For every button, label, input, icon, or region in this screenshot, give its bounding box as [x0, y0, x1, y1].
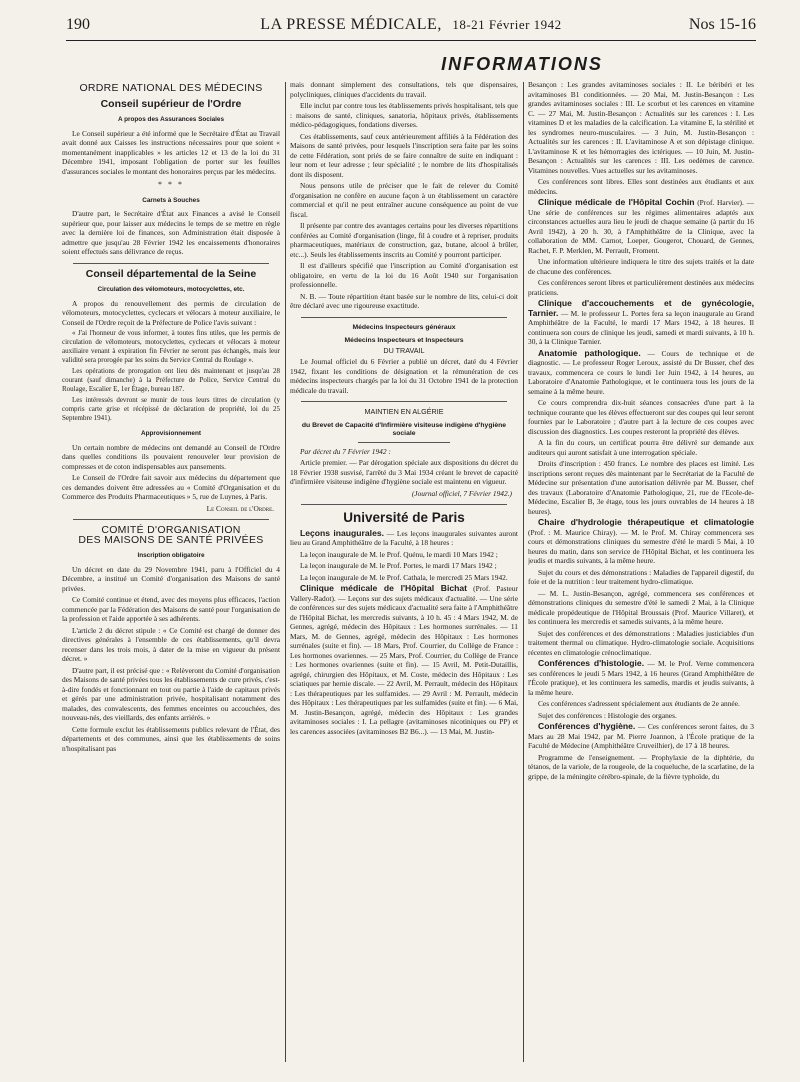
column-2: [290, 80, 518, 1062]
circulation-quote-2: Les opérations de prorogation ont lieu dès maintenant et jusqu'au 28 courant (sauf dimanche) à la Préfecture de Police, Service Central du Roulage, Escalier E, 1er Étage, bureau 187.: [62, 367, 280, 393]
comite-continued-6: Il est d'ailleurs spécifié que l'inscription au Comité d'organisation est obligatoire, en vertu de la loi du 16 Août 1940 sur l'organisation professionnelle.: [290, 261, 518, 289]
page-header: [66, 16, 756, 38]
assurances-text: Le Conseil supérieur a été informé que le Secrétaire d'État au Travail avait donné aux Caisses les instructions nécessaires pour que soient « momentanément inapplicables » les articles 12 et 13 de la loi du 31 Décembre 1941, imposant l'obligation de porter sur les feuilles d'assurances sociales le montant des honoraires perçus par les médecins.: [62, 128, 280, 176]
circulation-title: Circulation des vélomoteurs, motocyclettes, etc.: [97, 286, 245, 293]
signature: Le Conseil de l'Ordre.: [206, 503, 274, 513]
comite-paragraph-2: Ce Comité continue et étend, avec des moyens plus efficaces, l'action commencée par la Fédération des Maisons de santé pour l'organisation de la profession et l'aide apportée à ses adhérents.: [62, 595, 280, 623]
column-3: [528, 80, 754, 1062]
bichat-text: (Prof. Pasteur Vallery-Radot). — Leçons sur des sujets médicaux d'actualité. — Une série de conférences sur des sujets médicaux d'actualité sera faite à l'Amphithéâtre de l'Hôpital Bichat, les mercredis suivants, à 10 h. 45 : 4 Mars 1942, M. de Gennes, agrégé, médecin des Hôpitaux : Les hormones surrénales. — 11 Mars, M. de Gennes, agrégé, médecin des Hôpitaux : Les hormones surrénales (suite et fin). — 18 Mars, Prof. Courrier, du Collège de France : Les hormones ovariennes. — 25 Mars, Prof. Courrier, du Collège de France : Les hormones ovariennes (suite et fin). — 15 Avril, M. Petit-Dutaillis, agrégé, chirurgien des Hôpitaux, et M. Coste, médecin des Hôpitaux : Les sciatiques par hernie discale. — 22 Avril, M. Perrault, médecin des Hôpitaux : Les thérapeutiques par les sulfamides. — 29 Avril : M. Perrault, médecin des Hôpitaux : Les thérapeutiques par les sulfamides (suite et fin). — 6 Mai, M. Justin-Besançon, agrégé, médecin des Hôpitaux : Les grandes avitaminoses sociales : I. La pellagre (avitaminoses nicotiniques ou PP) et les carences associées (avitaminoses B2 B6...). — 13 Mai, M. Justin-: [290, 584, 518, 736]
comite-title-2: DES MAISONS DE SANTÉ PRIVÉES: [78, 533, 264, 546]
hygiene-text: — Ces conférences seront faites, du 3 Mars au 28 Mai 1942, par M. Pierre Joannon, à l'École pratique de la Faculté de Médecine (Amphithéâtre Cruveilhier), de 17 à 18 heures.: [528, 722, 754, 750]
conseil-superieur-title: Conseil supérieur de l'Ordre: [100, 97, 242, 110]
hydrologie-text-3: — M. L. Justin-Besançon, agrégé, commencera ses conférences et démonstrations cliniques du semestre d'été le samedi 2 Mai, à la Clinique médicale propédeutique de l'Hôpital Broussais (Prof. Maurice Villaret), et les continuera les mercredis et samedis suivants, à la même heure.: [528, 588, 754, 626]
inspecteurs-title-3: DU TRAVAIL: [383, 345, 425, 355]
lecons-item-2: La leçon inaugurale de M. le Prof. Portes, le mardi 17 Mars 1942 ;: [300, 561, 497, 570]
journal-name: LA PRESSE MÉDICALE,: [260, 16, 442, 33]
issue-number: Nos 15-16: [688, 16, 756, 33]
circulation-quote-1: « J'ai l'honneur de vous informer, à toutes fins utiles, que les permis de circulation de vélomoteurs, motocyclettes, cyclecars et vélocars à moteur auxiliaire venant à expiration fin Février ne seront pas échangés, mais leur validité sera prorogée par les soins du Service Central du Roulage ».: [62, 329, 280, 364]
ordre-title: ORDRE NATIONAL DES MÉDECINS: [79, 82, 263, 94]
inspecteurs-title-1: Médecins Inspecteurs généraux: [352, 323, 456, 331]
algerie-text: Article premier. — Par dérogation spéciale aux dispositions du décret du 18 Février 1938 susvisé, l'arrêté du 3 Mai 1934 créant le brevet de capacité d'infirmière visiteuse indigène d'hygiène sociale est maintenu en vigueur.: [290, 458, 518, 486]
conseil-departemental-title: Conseil départemental de la Seine: [85, 267, 257, 280]
histologie-text: — M. le Prof. Verne commencera ses conférences le jeudi 5 Mars 1942, à 16 heures (Grand Amphithéâtre de l'École pratique), et les continuera les samedis, mardis et jeudis suivants, à la même heure.: [528, 659, 754, 697]
circulation-quote-3: Les intéressés devront se munir de tous leurs titres de circulation (y compris carte grise et récépissé de déclaration de propriété, loi du 25 Septembre 1941).: [62, 396, 280, 422]
histologie-heading: Conférences d'histologie.: [538, 658, 645, 668]
lecons-heading: Leçons inaugurales.: [300, 527, 385, 538]
anapath-text-2: Ce cours comprendra dix-huit séances consacrées d'une part à la technique courante que les élèves effectueront sur des coupes qui leur seront fournies par le Laboratoire ; d'autre part à la lecture de ces coupes avec discussion des diagnostics. Les coupes resteront la propriété des élèves.: [528, 398, 754, 436]
algerie-title-2: du Brevet de Capacité d'Infirmière visiteuse indigène d'hygiène sociale: [301, 421, 507, 437]
comite-paragraph-4: D'autre part, il est précisé que : « Relèveront du Comité d'organisation des Maisons de santé privées tous les établissements de cure privés, c'est-à-dire fondés et fonctionnant en tout ou partie à l'aide de capitaux privés et gérés par une administration privée, hospitalisant notamment des malades, des convalescents, des femmes enceintes ou accouchées, des nouveau-nés, des vieillards, des enfants arriérés. »: [62, 665, 280, 722]
hydrologie-text-4: Sujet des conférences et des démonstrations : Maladies justiciables d'un traitement thermal ou climatique. Hydro-climatologie sociale. Acquisitions récentes en climatologie crénoclimatique.: [528, 628, 754, 657]
separator: [301, 317, 506, 318]
histologie-text-3: Sujet des conférences : Histologie des organes.: [538, 710, 677, 720]
stars-separator: * * *: [158, 180, 184, 189]
comite-continued-4: Nous pensons utile de préciser que le fait de relever du Comité d'organisation ne confère en aucune façon à un établissement un caractère commercial et qu'il ne peut entraîner aucune conséquence au point de vue fiscal.: [290, 181, 518, 219]
hygiene-text-2: Programme de l'enseignement. — Prophylaxie de la diphtérie, du tétanos, de la variole, de la rougeole, de la coqueluche, de la scarlatine, de la grippe, de la méningite cérébro-spinale, de la fièvre typhoïde, du: [528, 752, 754, 781]
histologie-text-2: Ces conférences s'adressent spécialement aux étudiants de 2e année.: [538, 699, 740, 708]
bichat-note: Ces conférences sont libres. Elles sont destinées aux étudiants et aux médecins.: [528, 177, 754, 196]
separator: [73, 263, 269, 264]
tarnier-text: — M. le professeur L. Portes fera sa leçon inaugurale au Grand Amphithéâtre de la Faculté, le mardi 17 Mars 1942, à 18 heures. Il continuera son cours de clinique les jeudi, samedi et mardi suivants, à 10 h. 30, à la Clinique Tarnier.: [528, 308, 754, 346]
comite-continued-5: Il présente par contre des avantages certains pour les diverses répartitions conférées au Comité d'organisation (linge, fil à coudre et à repriser, produits pharmaceutiques, matériaux de construction, gaz, butane, alcool à brûler, etc...). Seuls les établissements inscrits au Comité y pourront participer.: [290, 221, 518, 259]
anapath-heading: Anatomie pathologique.: [538, 347, 641, 358]
hydrologie-heading: Chaire d'hydrologie thérapeutique et climatologie: [538, 517, 754, 527]
inscription-title: Inscription obligatoire: [137, 552, 205, 559]
lecons-item-1: La leçon inaugurale de M. le Prof. Quénu, le mardi 10 Mars 1942 ;: [300, 549, 498, 559]
approvisionnement-text-1: Un certain nombre de médecins ont demandé au Conseil de l'Ordre dans quelles conditions ils pouvaient renouveler leur provision de compresses et de coton indispensables aux pansements.: [62, 442, 280, 471]
approvisionnement-text-2: Le Conseil de l'Ordre fait savoir aux médecins du département que ces demandes doivent être adressées au « Comité d'Organisation et du Commerce des Produits Pharmaceutiques » 5, rue de Luynes, à Paris.: [62, 473, 280, 501]
assurances-title: A propos des Assurances Sociales: [117, 116, 225, 123]
comite-continued-7: N. B. — Toute répartition étant basée sur le nombre de lits, celui-ci doit être déclaré avec une rigoureuse exactitude.: [290, 291, 518, 310]
section-title: INFORMATIONS: [441, 54, 603, 74]
header-rule: [66, 40, 756, 41]
cochin-text-2: Une information ultérieure indiquera le titre des sujets traités et la date de chacune des conférences.: [528, 257, 754, 276]
journal-title: [66, 16, 756, 34]
comite-paragraph-5: Cette formule exclut les établissements publics relevant de l'État, des départements et des communes, ainsi que les établissements de soins n'hospitalisant pas: [62, 724, 280, 753]
universite-title: Université de Paris: [343, 510, 465, 525]
hydrologie-text: (Prof. : M. Maurice Chiray). — M. le Prof. M. Chiray commencera ses cours et démonstrations cliniques du semestre d'été le mardi 5 Mai, à 10 heures du matin, dans son service de l'Hôpital Bichat, et les continuera les jeudis et mardis suivants, à la même heure.: [528, 527, 754, 565]
algerie-title-1: MAINTIEN EN ALGÉRIE: [364, 407, 444, 416]
comite-continued-2: Elle inclut par contre tous les établissements privés hospitalisant, tels que : maisons de santé, cliniques, sanatoria, hôpitaux privés, établissements médico-pédagogiques, fondations diverses.: [290, 101, 518, 129]
anapath-text: — Cours de technique et de diagnostic. — Le professeur Roger Leroux, assisté du Dr Busser, chef des travaux, commencera ce cours le lundi 1er Juin 1942, à 14 heures, au Laboratoire d'Anatomie Pathologique, et le continuera tous les jours de la semaine à la même heure.: [528, 348, 754, 396]
comite-continued-3: Ces établissements, sauf ceux antérieurement affiliés à la Fédération des Maisons de santé privées, pour lesquels l'inscription sera faite par les soins de cette Fédération, sont priés de se faire connaître de suite en indiquant : leur nom et leur adresse ; leur spécialité ; le nombre de lits d'hospitalisés dont ils disposent.: [290, 131, 518, 179]
issue-date: 18-21 Février 1942: [452, 17, 562, 32]
tarnier-heading: Clinique d'accouchements et de gynécologie, Tarnier.: [528, 298, 754, 318]
bichat-continued: Besançon : Les grandes avitaminoses sociales : II. Le béribéri et les avitaminoses B1 conditionnées. — 20 Mai, M. Justin-Besançon : Les grandes avitaminoses sociales : III. Le scorbut et les carences en vitamine C. — 27 Mai, M. Justin-Besançon : Actualités sur les carences : I. Les vitamines D et les maladies de la calcification. La vitamine E, la stérilité et les syndromes neuro-musculaires. — 3 Juin, M. Justin-Besançon : Actualités sur les carences : II. L'avitaminose A et son dépistage clinique. L'avitaminose K et les hémorragies des ictériques. — 10 Juin, M. Justin-Besançon : Actualités sur les carences : III. Les oedèmes de carence. Vitamines nouvelles. Vues actuelles sur les avitaminoses.: [528, 80, 754, 175]
algerie-reference: (Journal officiel, 7 Février 1942.): [411, 488, 512, 498]
hydrologie-text-2: Sujet du cours et des démonstrations : Maladies de l'appareil digestif, du foie et de la nutrition : leur traitement hydro-climatique.: [528, 567, 754, 586]
algerie-decree: Par décret du 7 Février 1942 :: [300, 446, 391, 456]
inspecteurs-text: Le Journal officiel du 6 Février a publié un décret, daté du 4 Février 1942, fixant les conditions de désignation et la rémunération de ces médecins inspecteurs chargés par la loi du 31 Octobre 1941 de la protection médicale du travail.: [290, 357, 518, 395]
cochin-heading: Clinique médicale de l'Hôpital Cochin: [538, 197, 695, 207]
comite-title-1: COMITÉ D'ORGANISATION: [101, 524, 241, 536]
carnets-title: Carnets à Souches: [142, 196, 200, 204]
hygiene-heading: Conférences d'hygiène.: [538, 721, 636, 731]
circulation-text: A propos du renouvellement des permis de circulation de vélomoteurs, motocyclettes, cyclecars et vélocars à moteur auxiliaire, le Conseil de l'Ordre reçoit de la Préfecture de Police l'avis suivant :: [62, 298, 280, 327]
cochin-text: (Prof. Harvier). — Une série de conférences sur les régimes alimentaires adaptés aux circonstances actuelles aura lieu le jeudi de chaque semaine (à partir du 16 Avril 1942), à 20 h. 30, à l'Amphithéâtre de la Clinique, avec la collaboration de MM. Carnot, Loeper, Gougerot, Chouard, de Gennes, Rachet, F. P. Merklen, M. Perrault, Froment.: [528, 198, 754, 255]
lecons-text: — Les leçons inaugurales suivantes auront lieu au Grand Amphithéâtre de la Faculté, à 18 heures :: [290, 528, 518, 547]
comite-paragraph-3: L'article 2 du décret stipule : « Ce Comité est chargé de donner des directives générales à l'ensemble de ces établissements, qu'il devra recenser dans les trois mois, à dater de la mise en vigueur du présent décret. »: [62, 625, 280, 663]
cochin-text-3: Ces conférences seront libres et particulièrement destinées aux médecins praticiens.: [528, 278, 754, 297]
anapath-text-3: A la fin du cours, un certificat pourra être délivré sur demande aux auditeurs qui auront satisfait à une interrogation spéciale.: [528, 438, 754, 457]
separator: [301, 504, 506, 505]
page-number: 190: [66, 16, 90, 33]
inspecteurs-title-2: Médecins Inspecteurs et Inspecteurs: [344, 336, 464, 344]
short-rule: [358, 442, 449, 443]
approvisionnement-title: Approvisionnement: [140, 430, 201, 437]
bichat-heading: Clinique médicale de l'Hôpital Bichat: [300, 583, 468, 593]
comite-paragraph-1: Un décret en date du 29 Novembre 1941, paru à l'Officiel du 4 Décembre, a institué un Comité d'organisation des Maisons de santé privées.: [62, 564, 280, 593]
column-divider-1: [285, 82, 286, 1062]
carnets-text: D'autre part, le Secrétaire d'État aux Finances a avisé le Conseil supérieur que, pour laisser aux médecins le temps de se mettre en règle avec la dernière loi de finances, son Administration était disposée à admettre que jusqu'au 28 Février 1942 les encaissements d'honoraires soient effectués sans délivrance de reçus.: [62, 209, 280, 256]
separator: [73, 519, 269, 520]
column-divider-2: [523, 82, 524, 1062]
lecons-item-3: La leçon inaugurale de M. le Prof. Cathala, le mercredi 25 Mars 1942.: [300, 572, 508, 582]
anapath-text-4: Droits d'inscription : 450 francs. Le nombre des places est limité. Les inscriptions seront reçues dès maintenant par le Secrétariat de la Faculté de Médecine sur présentation d'une autorisation délivrée par M. Busser, chef des travaux (Laboratoire d'Anatomie Pathologique, 21, rue de l'Ecole-de-Médecine, Escalier B, 3e étage, tous les jours ouvrables de 14 heures à 18 heures).: [528, 459, 754, 516]
separator: [301, 401, 506, 402]
comite-continued-1: mais donnant simplement des consultations, tels que dispensaires, polycliniques, cliniques d'accidents du travail.: [290, 80, 518, 99]
column-1: [62, 80, 280, 1062]
